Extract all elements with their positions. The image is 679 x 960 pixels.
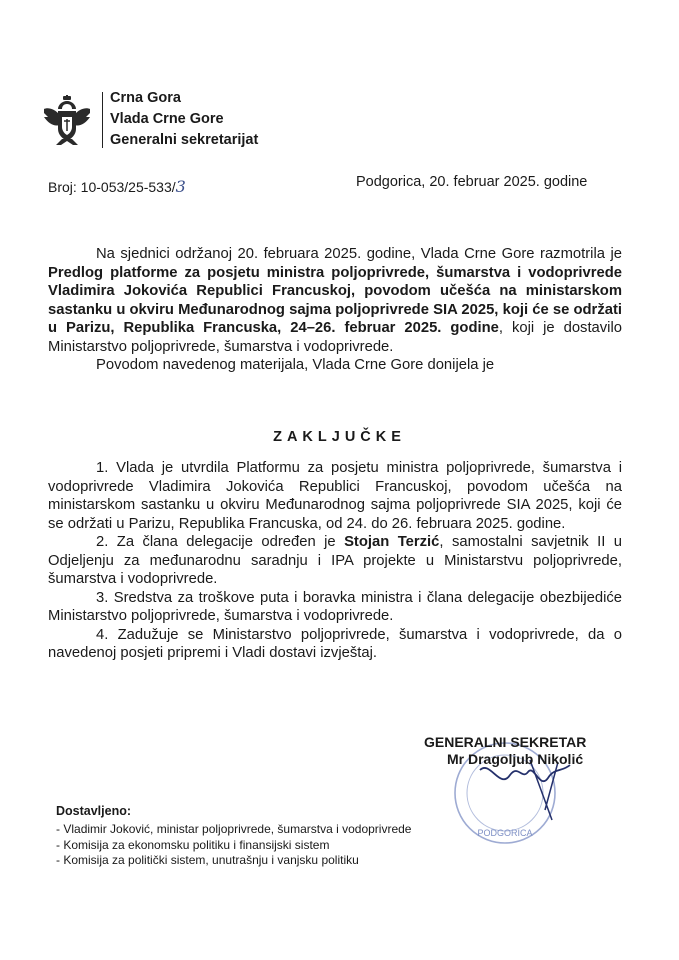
intro-text-b: , koji je dostavilo Ministarstvo poljoprivrede, šumarstva i vodoprivrede. bbox=[48, 320, 622, 355]
delegate-name: Stojan Terzić bbox=[344, 534, 440, 550]
government-name: Vlada Crne Gore bbox=[110, 111, 224, 127]
secretariat-name: Generalni sekretarijat bbox=[110, 132, 259, 148]
signature-title: GENERALNI SEKRETAR bbox=[424, 734, 587, 750]
coat-of-arms-icon bbox=[42, 95, 92, 147]
document-number-text: Broj: 10-053/25-533/ bbox=[48, 179, 176, 195]
distribution-item: - Komisija za politički sistem, unutrašnju i vanjsku politiku bbox=[56, 853, 411, 869]
conclusions-heading: ZAKLJUČKE bbox=[273, 429, 406, 445]
intro-paragraph-2: Povodom navedenog materijala, Vlada Crne Gore donijela je bbox=[96, 357, 495, 373]
conclusion-item-4: 4. Zadužuje se Ministarstvo poljoprivrede, šumarstva i vodoprivrede, da o navedenoj posjeti pripremi i Vladi dostavi izvještaj. bbox=[48, 626, 622, 661]
document-number-handwritten: 3 bbox=[175, 177, 186, 196]
signatory-name: Mr Dragoljub Nikolić bbox=[447, 751, 584, 767]
institution-header bbox=[110, 88, 258, 151]
distribution-item: - Komisija za ekonomsku politiku i finansijski sistem bbox=[56, 838, 411, 854]
intro-section bbox=[48, 245, 622, 375]
intro-text-a: Na sjednici održanoj 20. februara 2025. godine, Vlada Crne Gore razmotrila je bbox=[96, 246, 622, 262]
conclusion-item-2 bbox=[48, 533, 622, 589]
document-number bbox=[48, 177, 186, 196]
distribution-title: Dostavljeno: bbox=[56, 804, 132, 818]
country-name: Crna Gora bbox=[110, 90, 181, 106]
conclusion-item-2-text-b: , samostalni savjetnik II u Odjeljenju za međunarodnu saradnju i IPA projekte u Ministarstvu poljoprivrede, šumarstva i vodoprivrede. bbox=[48, 534, 622, 587]
intro-text-bold: Predlog platforme za posjetu ministra poljoprivrede, šumarstva i vodoprivrede Vladimira Jokovića Republici Francuskoj, povodom učešća na ministarskom sastanku u okviru Međunarodnog sajma poljoprivrede SIA 2025, koji će se održati u Parizu, Republika Francuska, 24–26. februar 2025. godine bbox=[48, 264, 622, 336]
stamp-text: PODGORICA bbox=[477, 828, 533, 838]
intro-paragraph bbox=[48, 245, 622, 356]
conclusion-item-3: 3. Sredstva za troškove puta i boravka ministra i člana delegacije obezbijediće Ministarstvo poljoprivrede, šumarstva i vodoprivrede. bbox=[48, 589, 622, 624]
conclusions-list bbox=[48, 459, 622, 663]
distribution-item: - Vladimir Joković, ministar poljoprivrede, šumarstva i vodoprivrede bbox=[56, 822, 411, 838]
conclusion-item-1: 1. Vlada je utvrdila Platformu za posjetu ministra poljoprivrede, šumarstva i vodoprivrede Vladimira Jokovića Republici Francuskoj, povodom učešća na ministarskom sastanku u okviru Međunarodnog sajma poljoprivrede SIA 2025, koji će se održati u Parizu, Republika Francuska, od 24. do 26. februara 2025. godine. bbox=[48, 460, 622, 532]
distribution-list bbox=[56, 822, 411, 869]
conclusion-item-2-text-a: 2. Za člana delegacije određen je bbox=[96, 534, 345, 550]
place-date: Podgorica, 20. februar 2025. godine bbox=[356, 174, 588, 190]
header-divider bbox=[102, 92, 103, 148]
